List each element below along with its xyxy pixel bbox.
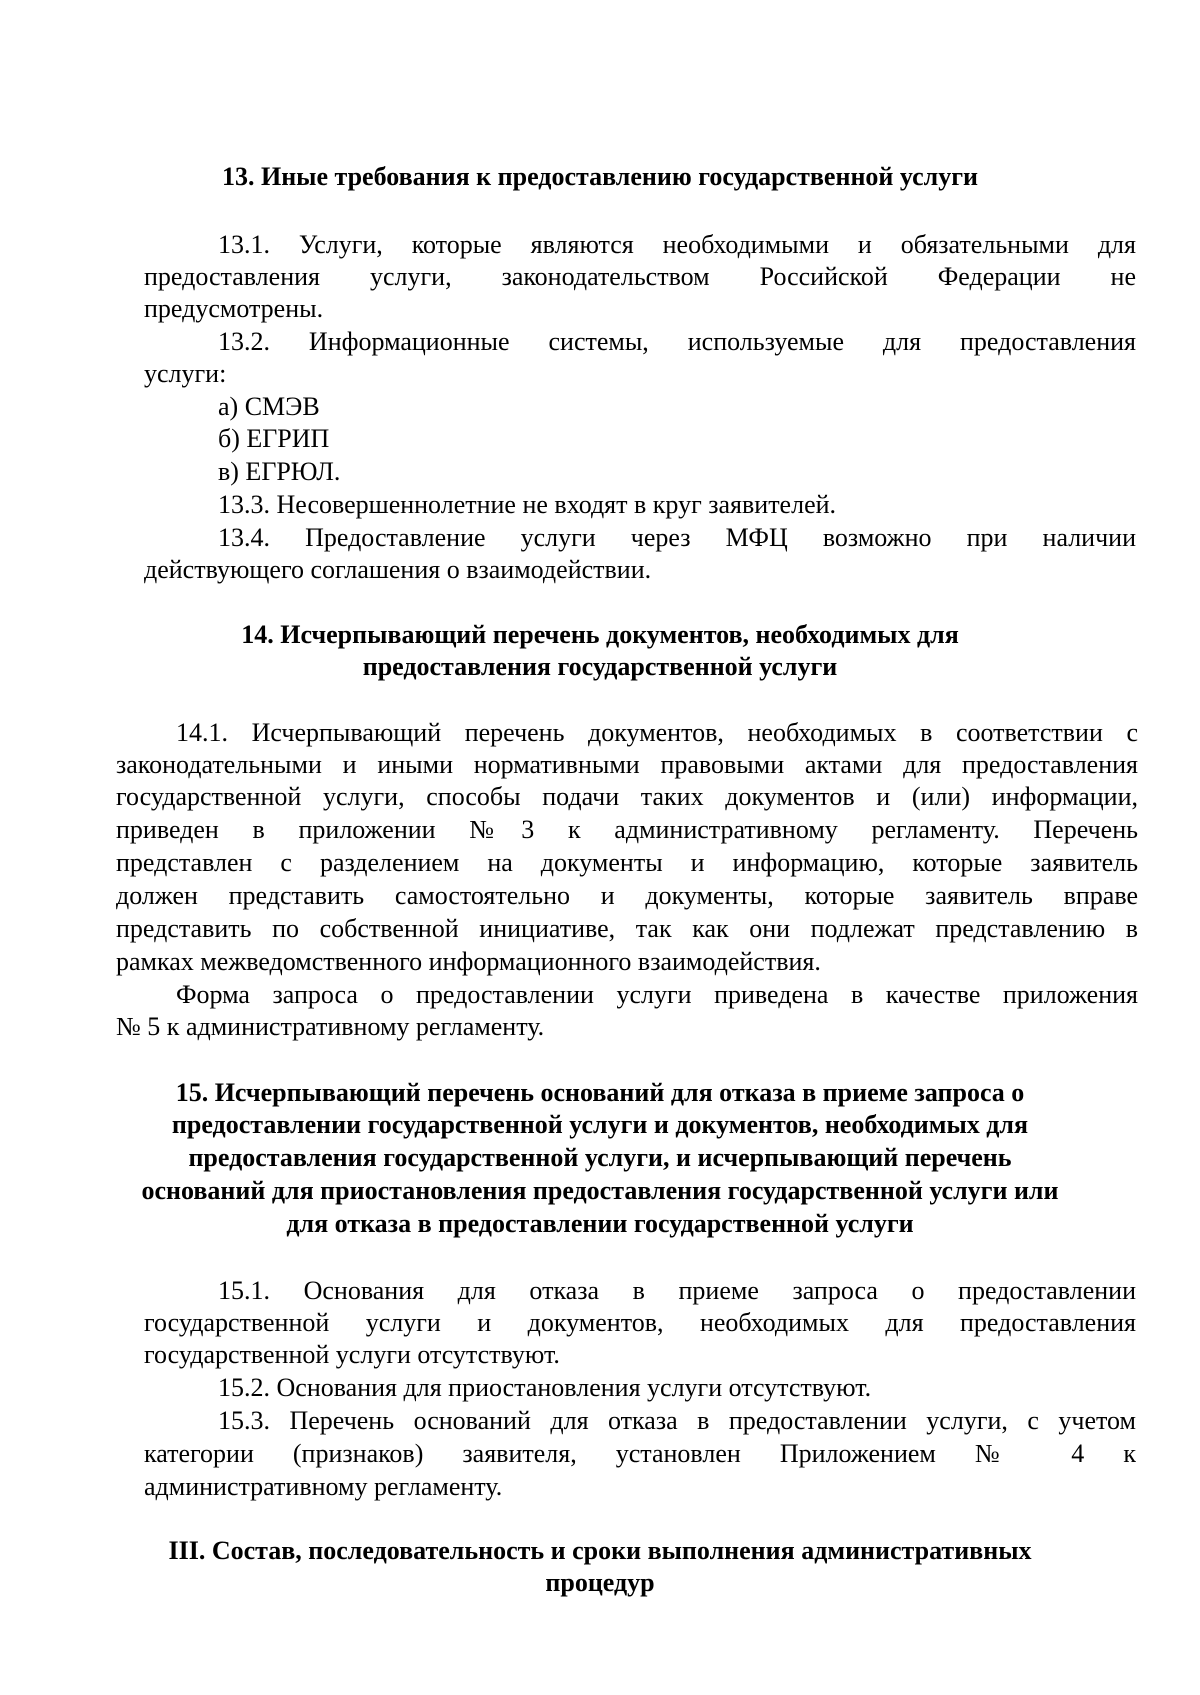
p14-1-line-2: законодательными и иными нормативными правовыми актами для предоставления — [116, 750, 1138, 779]
p14-1-line-8: рамках межведомственного информационного взаимодействия. — [116, 947, 821, 976]
p13-2-line-2: услуги: — [144, 359, 227, 388]
section-15-heading-line-5: для отказа в предоставлении государственной услуги — [286, 1209, 914, 1238]
section-13-heading: 13. Иные требования к предоставлению государственной услуги — [221, 162, 979, 191]
p14-1-line-4: приведен в приложении №3 к административному регламенту. Перечень — [116, 815, 1138, 844]
p-form-line-2: № 5 к административному регламенту. — [116, 1012, 545, 1041]
p13-4-line-1: 13.4. Предоставление услуги через МФЦ возможно при наличии — [218, 523, 1136, 552]
p15-3-line-3: административному регламенту. — [144, 1472, 503, 1501]
list-item-smev: а) СМЭВ — [218, 392, 320, 421]
section-15-heading-line-1: 15. Исчерпывающий перечень оснований для отказа в приеме запроса о — [175, 1078, 1025, 1107]
section-14-heading-line-1: 14. Исчерпывающий перечень документов, необходимых для — [241, 620, 959, 649]
p13-1-line-1: 13.1. Услуги, которые являются необходимыми и обязательными для — [218, 230, 1136, 259]
p14-1-line-7: представить по собственной инициативе, так как они подлежат представлению в — [116, 914, 1138, 943]
list-item-egrip: б) ЕГРИП — [218, 424, 330, 453]
p14-1-line-1: 14.1. Исчерпывающий перечень документов, необходимых в соответствии с — [176, 718, 1138, 747]
p15-2: 15.2. Основания для приостановления услуги отсутствуют. — [218, 1373, 872, 1402]
p14-1-line-6: должен представить самостоятельно и документы, которые заявитель вправе — [116, 881, 1138, 910]
p15-1-line-1: 15.1. Основания для отказа в приеме запроса о предоставлении — [218, 1276, 1136, 1305]
p13-1-line-3: предусмотрены. — [144, 294, 324, 323]
p14-1-line-5: представлен с разделением на документы и информацию, которые заявитель — [116, 848, 1138, 877]
p15-3-line-2: категории (признаков) заявителя, установлен Приложением № 4 к — [144, 1439, 1136, 1468]
p13-4-line-2: действующего соглашения о взаимодействии. — [144, 555, 652, 584]
p13-2-line-1: 13.2. Информационные системы, используемые для предоставления — [218, 327, 1136, 356]
p13-1-line-2: предоставления услуги, законодательством Российской Федерации не — [144, 262, 1136, 291]
section-14-heading-line-2: предоставления государственной услуги — [362, 652, 838, 681]
section-3-heading-line-2: процедур — [545, 1568, 655, 1597]
list-item-egrul: в) ЕГРЮЛ. — [218, 457, 341, 486]
section-15-heading-line-4: оснований для приостановления предоставления государственной услуги или — [141, 1176, 1059, 1205]
section-15-heading-line-2: предоставлении государственной услуги и документов, необходимых для — [171, 1110, 1029, 1139]
section-3-heading-line-1: III. Состав, последовательность и сроки выполнения административных — [168, 1536, 1032, 1565]
p15-3-line-1: 15.3. Перечень оснований для отказа в предоставлении услуги, с учетом — [218, 1406, 1136, 1435]
p-form-line-1: Форма запроса о предоставлении услуги приведена в качестве приложения — [176, 980, 1138, 1009]
p15-1-line-3: государственной услуги отсутствуют. — [144, 1340, 560, 1369]
p13-3: 13.3. Несовершеннолетние не входят в круг заявителей. — [218, 490, 837, 519]
p14-1-line-3: государственной услуги, способы подачи таких документов и (или) информации, — [116, 782, 1138, 811]
section-15-heading-line-3: предоставления государственной услуги, и исчерпывающий перечень — [188, 1143, 1012, 1172]
p15-1-line-2: государственной услуги и документов, необходимых для предоставления — [144, 1308, 1136, 1337]
